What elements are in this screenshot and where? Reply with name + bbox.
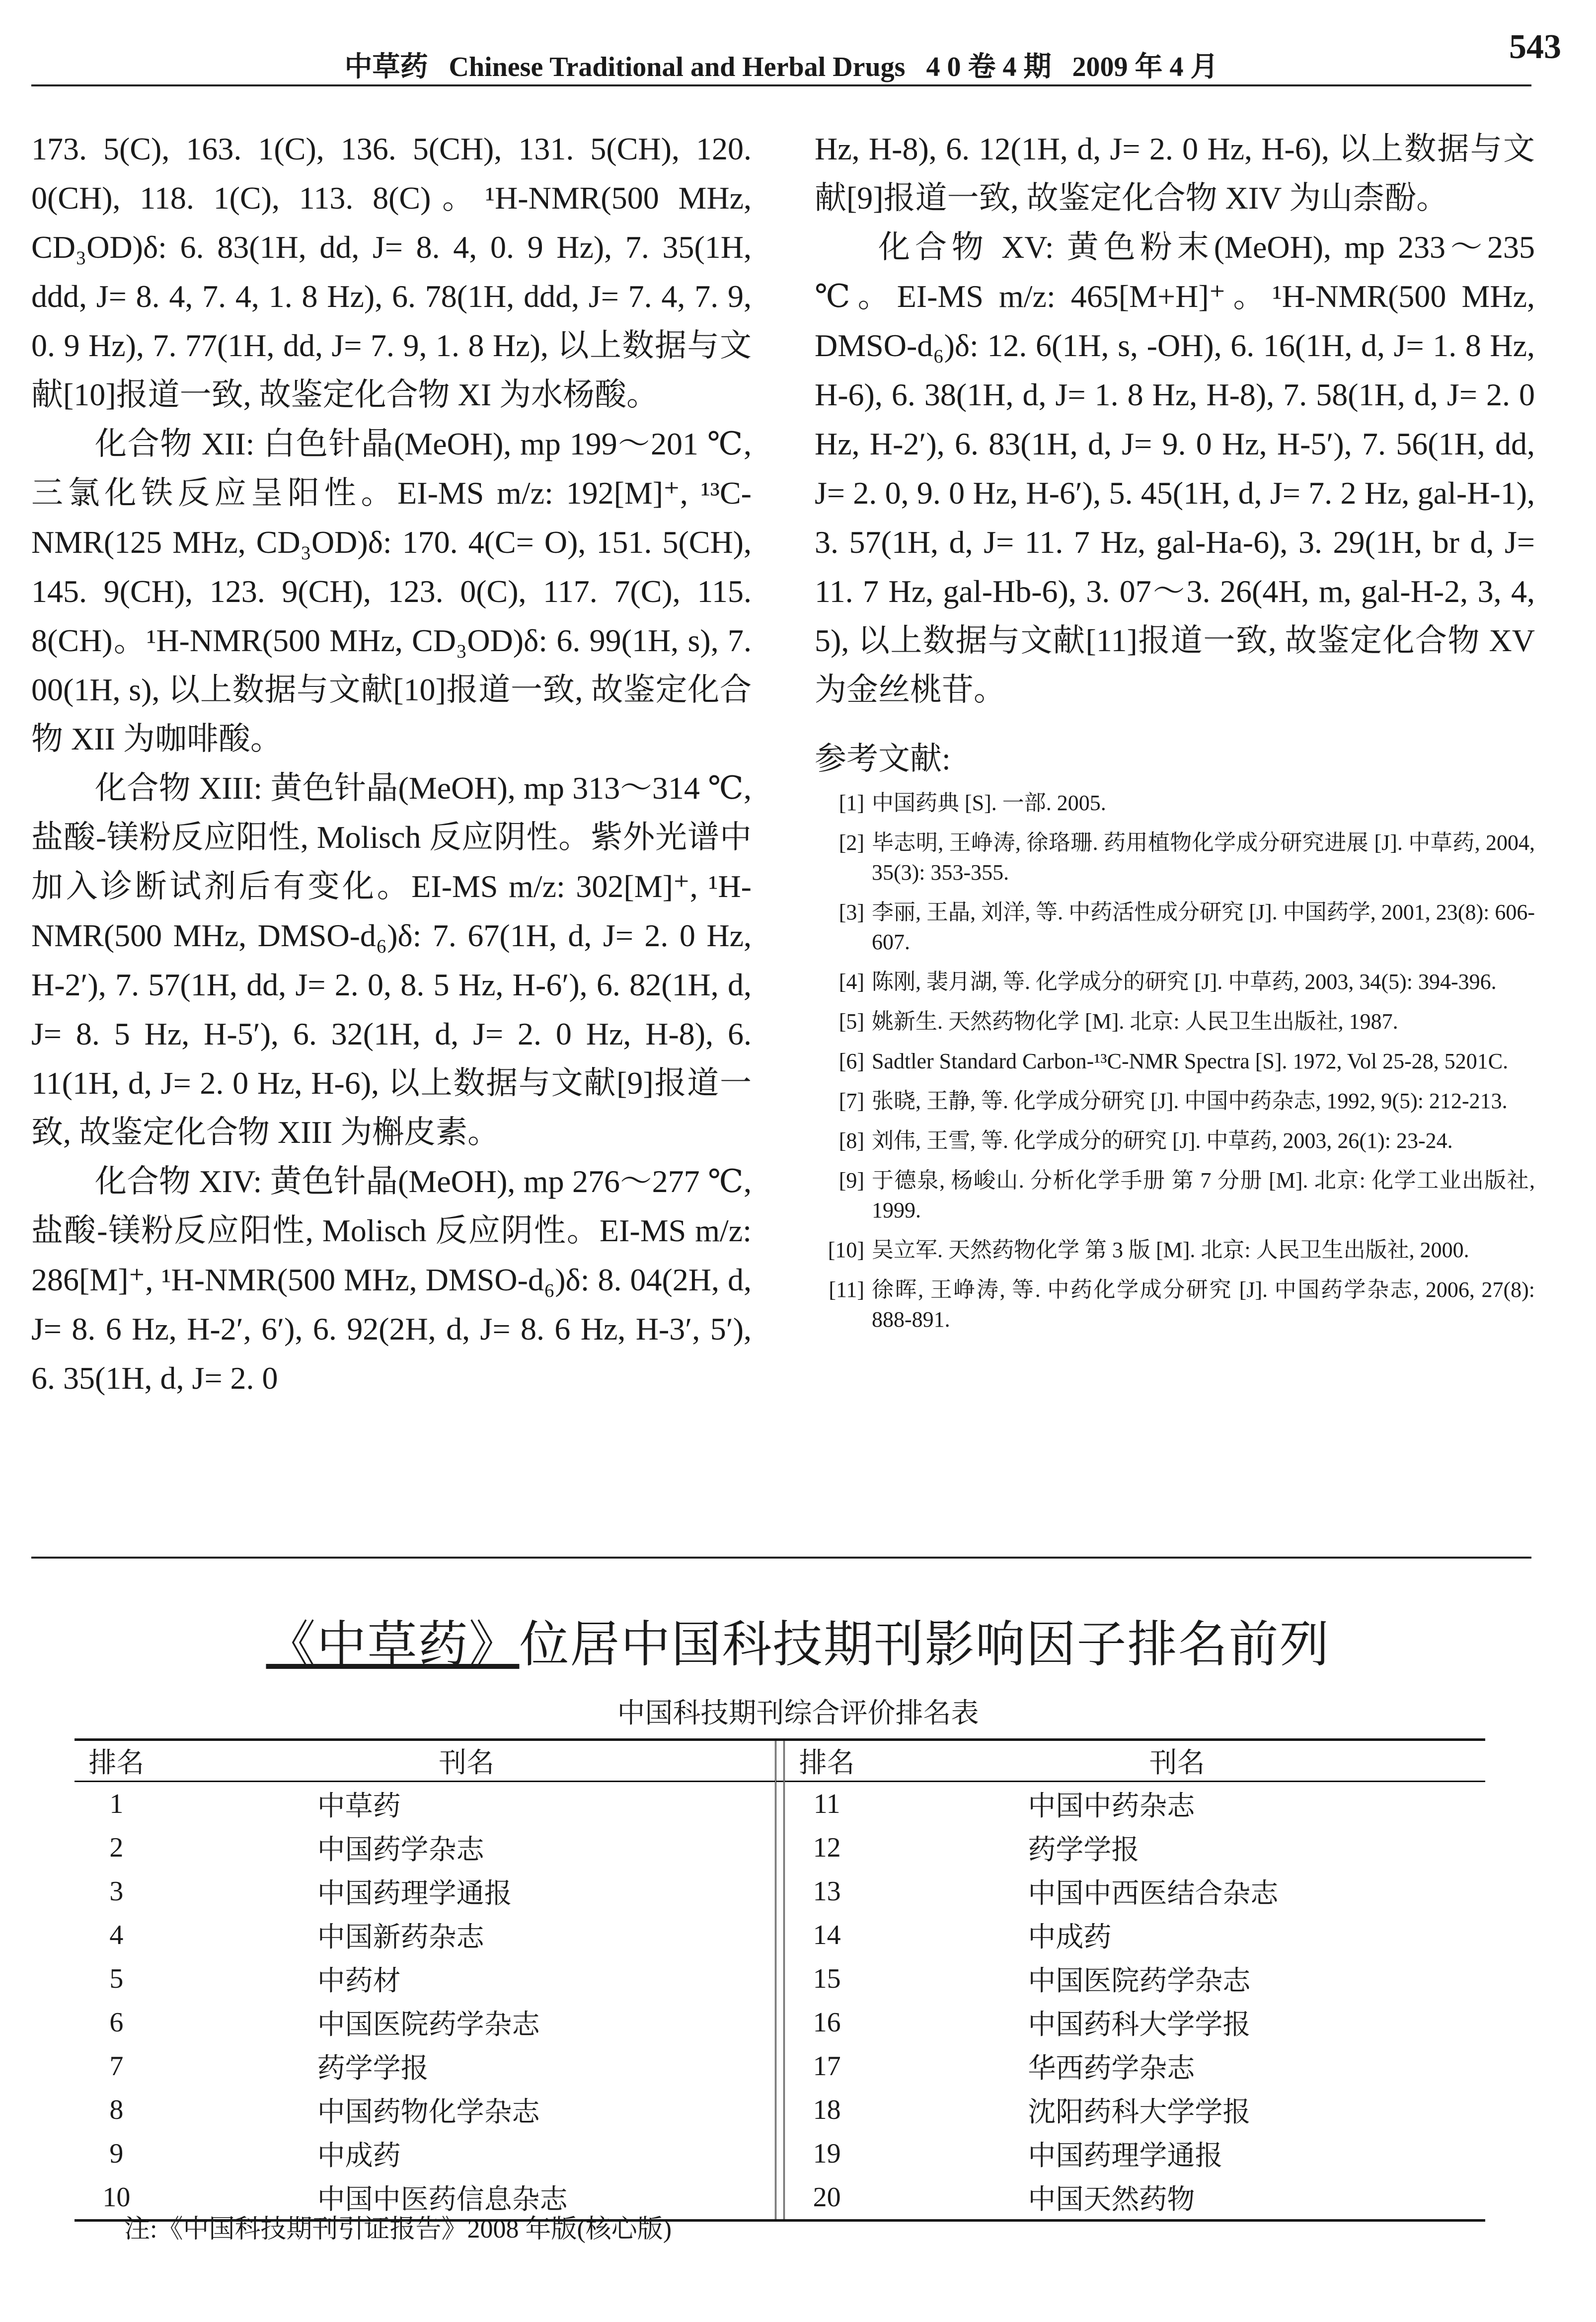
table-row <box>75 2001 1485 2044</box>
rank-cell: 10 <box>75 2175 158 2221</box>
rank-cell: 2 <box>109 1832 124 1863</box>
page-number: 543 <box>1509 28 1561 66</box>
reference-item <box>815 1235 1535 1265</box>
table-row <box>75 1957 1485 2001</box>
column-separator <box>775 1740 784 1782</box>
journal-cell: 中草药 <box>317 1791 401 1822</box>
running-head <box>31 45 1531 84</box>
journal-cell: 中国药科大学学报 <box>1028 2010 1251 2040</box>
reference-item <box>815 967 1535 997</box>
reference-text: 毕志明, 王峥涛, 徐珞珊. 药用植物化学成分研究进展 [J]. 中草药, 2004, 35(3): 353-355. <box>872 830 1535 885</box>
reference-text: 刘伟, 王雪, 等. 化学成分的研究 [J]. 中草药, 2003, 26(1): 23-24. <box>872 1128 1453 1153</box>
column-separator <box>775 1870 784 1913</box>
table-row <box>75 2044 1485 2088</box>
reference-item <box>815 1126 1535 1156</box>
reference-text: 张晓, 王静, 等. 化学成分研究 [J]. 中国中药杂志, 1992, 9(5): 212-213. <box>872 1089 1508 1113</box>
journal-cell: 中国新药杂志 <box>317 1922 484 1953</box>
reference-text: 陈刚, 裴月湖, 等. 化学成分的研究 [J]. 中草药, 2003, 34(5): 394-396. <box>872 970 1497 994</box>
journal-cell: 沈阳药科大学学报 <box>1028 2097 1251 2128</box>
reference-number: [8] <box>838 1128 864 1153</box>
reference-number: [5] <box>838 1009 864 1034</box>
notice-title <box>0 1604 1596 1676</box>
column-separator <box>775 1957 784 2001</box>
journal-name-en: Chinese Traditional and Herbal Drugs <box>449 52 906 82</box>
journal-cell: 中国药物化学杂志 <box>317 2097 540 2128</box>
column-header-rank: 排名 <box>784 1740 869 1782</box>
notice-journal-name: 《中草药》 <box>266 1617 520 1672</box>
volume-issue: 4 0 卷 4 期 <box>926 52 1052 82</box>
table-row <box>75 2088 1485 2132</box>
journal-cell: 中国中药杂志 <box>1028 1791 1195 1822</box>
rank-cell: 16 <box>813 2007 841 2038</box>
column-separator <box>775 2175 784 2221</box>
column-separator <box>775 1826 784 1870</box>
column-separator <box>775 2044 784 2088</box>
table-row <box>75 1826 1485 1870</box>
rank-cell: 4 <box>109 1920 124 1950</box>
reference-text: Sadtler Standard Carbon-¹³C-NMR Spectra [S]. 1972, Vol 25-28, 5201C. <box>872 1049 1509 1073</box>
reference-number: [2] <box>838 830 864 855</box>
journal-cell: 中成药 <box>317 2141 401 2172</box>
journal-cell: 中国中医药信息杂志 <box>158 2175 776 2221</box>
table-row <box>75 1782 1485 1826</box>
rank-cell: 19 <box>813 2138 841 2169</box>
column-header-rank: 排名 <box>75 1740 158 1782</box>
column-separator <box>775 1782 784 1826</box>
references-heading: 参考文献: <box>815 741 951 776</box>
issue-date: 2009 年 4 月 <box>1072 52 1218 82</box>
journal-cell: 中国天然药物 <box>869 2175 1485 2221</box>
reference-number: [1] <box>838 791 864 815</box>
rank-cell: 15 <box>813 1963 841 1994</box>
reference-item <box>815 1047 1535 1076</box>
rank-cell: 7 <box>109 2051 124 2082</box>
journal-cell: 中国医院药学杂志 <box>317 2010 540 2040</box>
table-note: 注:《中国科技期刊引证报告》2008 年版(核心版) <box>124 2215 672 2244</box>
reference-number: [3] <box>838 900 864 924</box>
rank-cell: 12 <box>813 1832 841 1863</box>
reference-number: [7] <box>838 1089 864 1113</box>
reference-number: [4] <box>838 970 864 994</box>
reference-item <box>815 788 1535 818</box>
reference-number: [10] <box>828 1238 864 1262</box>
journal-cell: 华西药学杂志 <box>1028 2053 1195 2084</box>
rank-cell: 20 <box>784 2175 869 2221</box>
column-separator <box>775 1913 784 1957</box>
reference-text: 徐晖, 王峥涛, 等. 中药化学成分研究 [J]. 中国药学杂志, 2006, 27(8): 888-891. <box>872 1277 1535 1332</box>
journal-cell: 中药材 <box>317 1966 401 1997</box>
reference-item <box>815 898 1535 957</box>
column-separator <box>775 2132 784 2175</box>
left-column <box>31 124 752 1403</box>
column-separator <box>775 2088 784 2132</box>
journal-cell: 中国药理学通报 <box>317 1878 512 1909</box>
section-divider <box>31 1557 1531 1559</box>
journal-cell: 中国药理学通报 <box>1028 2141 1223 2172</box>
rank-cell: 14 <box>813 1920 841 1950</box>
reference-item <box>815 828 1535 888</box>
journal-cell: 中国药学杂志 <box>317 1835 484 1866</box>
column-header-journal: 刊名 <box>158 1740 776 1782</box>
notice-title-text: 位居中国科技期刊影响因子排名前列 <box>519 1617 1330 1672</box>
reference-item <box>815 1166 1535 1225</box>
table-row <box>75 2132 1485 2175</box>
paragraph: 化合物 XIII: 黄色针晶(MeOH), mp 313～314 ℃, 盐酸-镁粉反应阳性, Molisch 反应阴性。紫外光谱中加入诊断试剂后有变化。EI-MS m/z: 302[M]⁺, ¹H-NMR(500 MHz, DMSO-d₆)δ: 7. 67(1H, d, J= 2. 0 Hz, H-2′), 7. 57(1H, dd, J= 2. 0, 8. 5 Hz, H-6′), 6. 82(1H, d, J= 8. 5 Hz, H-5′), 6. 32(1H, d, J= 2. 0 Hz, H-8), 6. 11(1H, d, J= 2. 0 Hz, H-6), 以上数据与文献[9]报道一致, 故鉴定化合物 XIII 为槲皮素。 <box>31 770 752 1150</box>
rank-cell: 9 <box>109 2138 124 2169</box>
reference-text: 于德泉, 杨峻山. 分析化学手册 第 7 分册 [M]. 北京: 化学工业出版社, 1999. <box>872 1168 1535 1222</box>
paragraph: 化合物 XIV: 黄色针晶(MeOH), mp 276～277 ℃, 盐酸-镁粉反应阳性, Molisch 反应阴性。EI-MS m/z: 286[M]⁺, ¹H-NMR(500 MHz, DMSO-d₆)δ: 8. 04(2H, d, J= 8. 6 Hz, H-2′, 6′), 6. 92(2H, d, J= 8. 6 Hz, H-3′, 5′), 6. 35(1H, d, J= 2. 0 <box>31 1164 752 1396</box>
table-row <box>75 1870 1485 1913</box>
rank-cell: 8 <box>109 2095 124 2125</box>
paragraph: 化合物 XII: 白色针晶(MeOH), mp 199～201 ℃, 三氯化铁反应呈阳性。EI-MS m/z: 192[M]⁺, ¹³C-NMR(125 MHz, CD₃OD)δ: 170. 4(C= O), 151. 5(CH), 145. 9(CH), 123. 9(CH), 123. 0(C), 117. 7(C), 115. 8(CH)。¹H-NMR(500 MHz, CD₃OD)δ: 6. 99(1H, s), 7. 00(1H, s), 以上数据与文献[10]报道一致, 故鉴定化合物 XII 为咖啡酸。 <box>31 426 752 756</box>
reference-text: 李丽, 王晶, 刘洋, 等. 中药活性成分研究 [J]. 中国药学, 2001, 23(8): 606-607. <box>872 900 1535 954</box>
journal-name-cn: 中草药 <box>344 52 428 82</box>
reference-item <box>815 1007 1535 1037</box>
reference-number: [9] <box>838 1168 864 1193</box>
rank-cell: 1 <box>109 1789 124 1819</box>
rank-cell: 3 <box>109 1876 124 1907</box>
reference-text: 中国药典 [S]. 一部. 2005. <box>872 791 1106 815</box>
reference-item <box>815 1275 1535 1335</box>
table-row <box>75 1913 1485 1957</box>
paragraph: Hz, H-8), 6. 12(1H, d, J= 2. 0 Hz, H-6), 以上数据与文献[9]报道一致, 故鉴定化合物 XIV 为山柰酚。 <box>815 131 1535 216</box>
column-separator <box>775 2001 784 2044</box>
rank-cell: 13 <box>813 1876 841 1907</box>
right-column <box>815 124 1535 1345</box>
rank-cell: 11 <box>813 1789 840 1819</box>
column-header-journal: 刊名 <box>869 1740 1485 1782</box>
journal-cell: 药学学报 <box>1028 1835 1140 1866</box>
rank-cell: 17 <box>813 2051 841 2082</box>
table-header-row <box>75 1740 1485 1782</box>
reference-number: [6] <box>838 1049 864 1073</box>
reference-item <box>815 1086 1535 1116</box>
paragraph: 173. 5(C), 163. 1(C), 136. 5(CH), 131. 5(CH), 120. 0(CH), 118. 1(C), 113. 8(C)。¹H-NMR(500 MHz, CD₃OD)δ: 6. 83(1H, dd, J= 8. 4, 0. 9 Hz), 7. 35(1H, ddd, J= 8. 4, 7. 4, 1. 8 Hz), 6. 78(1H, ddd, J= 7. 4, 7. 9, 0. 9 Hz), 7. 77(1H, dd, J= 7. 9, 1. 8 Hz), 以上数据与文献[10]报道一致, 故鉴定化合物 XI 为水杨酸。 <box>31 131 752 412</box>
paragraph: 化合物 XV: 黄色粉末(MeOH), mp 233～235 ℃。EI-MS m/z: 465[M+H]⁺。¹H-NMR(500 MHz, DMSO-d₆)δ: 12. 6(1H, s, -OH), 6. 16(1H, d, J= 1. 8 Hz, H-6), 6. 38(1H, d, J= 1. 8 Hz, H-8), 7. 58(1H, d, J= 2. 0 Hz, H-2′), 6. 83(1H, d, J= 9. 0 Hz, H-5′), 7. 56(1H, dd, J= 2. 0, 9. 0 Hz, H-6′), 5. 45(1H, d, J= 7. 2 Hz, gal-H-1), 3. 57(1H, d, J= 11. 7 Hz, gal-Ha-6), 3. 29(1H, br d, J= 11. 7 Hz, gal-Hb-6), 3. 07～3. 26(4H, m, gal-H-2, 3, 4, 5), 以上数据与文献[11]报道一致, 故鉴定化合物 XV 为金丝桃苷。 <box>815 229 1535 707</box>
reference-list <box>815 788 1535 1335</box>
rank-cell: 18 <box>813 2095 841 2125</box>
reference-number: [11] <box>829 1277 864 1302</box>
journal-cell: 药学学报 <box>317 2053 429 2084</box>
ranking-table <box>75 1738 1485 2222</box>
page-header <box>31 30 1531 86</box>
journal-cell: 中国中西医结合杂志 <box>1028 1878 1279 1909</box>
journal-cell: 中成药 <box>1028 1922 1112 1953</box>
journal-cell: 中国医院药学杂志 <box>1028 1966 1251 1997</box>
reference-text: 姚新生. 天然药物化学 [M]. 北京: 人民卫生出版社, 1987. <box>872 1009 1398 1034</box>
reference-text: 吴立军. 天然药物化学 第 3 版 [M]. 北京: 人民卫生出版社, 2000. <box>872 1238 1469 1262</box>
table-caption: 中国科技期刊综合评价排名表 <box>617 1698 979 1729</box>
rank-cell: 5 <box>109 1963 124 1994</box>
rank-cell: 6 <box>109 2007 124 2038</box>
